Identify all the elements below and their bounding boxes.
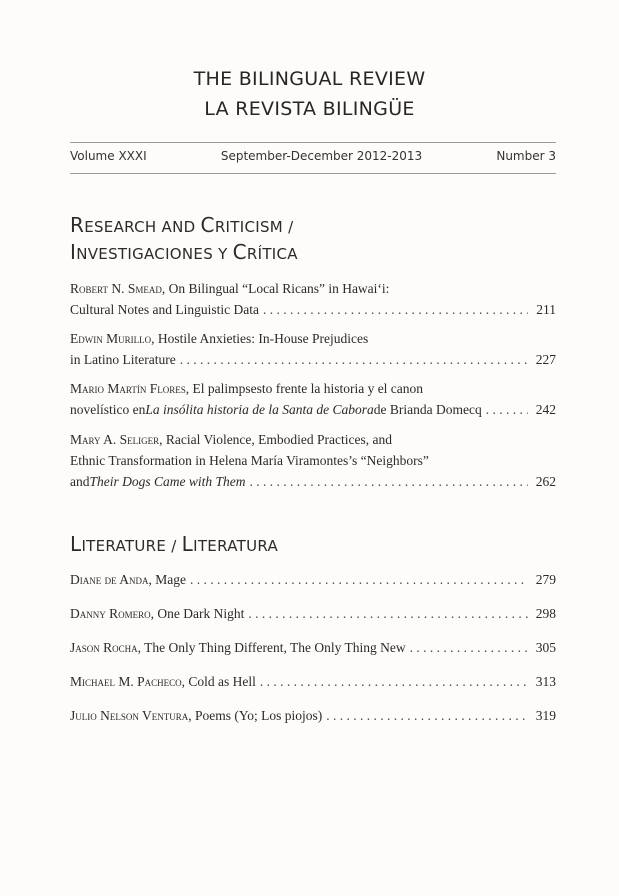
entry-author: Robert N. Smead (70, 281, 162, 296)
entry-title: , The Only Thing Different, The Only Thing New (137, 640, 406, 655)
entry-title-cont: in Latino Literature (70, 352, 176, 367)
toc-entry-seliger[interactable] (70, 429, 556, 492)
toc-entry-murillo[interactable] (70, 328, 556, 370)
section-heading-line-2: INVESTIGACIONES Y CRÍTICA (70, 240, 298, 264)
toc-entry-pacheco[interactable] (70, 671, 556, 692)
entry-page: 298 (535, 606, 556, 621)
entry-author: Edwin Murillo (70, 331, 152, 346)
entry-title-cont: Cultural Notes and Linguistic Data (70, 302, 259, 317)
entry-author: Mary A. Seliger (70, 432, 160, 447)
entry-title-cont: novelístico en (70, 402, 146, 417)
dot-leader (260, 671, 528, 692)
entry-page: 262 (535, 474, 556, 489)
volume-label: Volume XXXI (70, 149, 147, 163)
toc-entry-smead[interactable] (70, 278, 556, 320)
entry-author: Jason Rocha (70, 640, 138, 655)
entry-author: Julio Nelson Ventura (70, 708, 189, 723)
entry-title: , Poems (Yo; Los piojos) (188, 708, 323, 723)
journal-title-english: THE BILINGUAL REVIEW (193, 68, 426, 90)
entry-title: , On Bilingual “Local Ricans” in Hawai‘i: (161, 281, 390, 296)
entry-title-italic: Their Dogs Came with Them (89, 474, 246, 489)
dot-leader (190, 569, 528, 590)
entry-title: , One Dark Night (150, 606, 245, 621)
entry-page: 211 (536, 302, 556, 317)
entry-author: Michael M. Pacheco (70, 674, 182, 689)
dot-leader (486, 399, 528, 420)
entry-title: , Hostile Anxieties: In-House Prejudices (151, 331, 369, 346)
issue-dates: September-December 2012-2013 (220, 149, 423, 163)
entry-title-italic: La insólita historia de la Santa de Cabora (145, 402, 374, 417)
section-heading-research (70, 213, 298, 267)
toc-entry-rocha[interactable] (70, 637, 556, 658)
section-heading-line-1: RESEARCH AND CRITICISM / (70, 213, 294, 237)
entry-title: , Mage (148, 572, 186, 587)
toc-entry-romero[interactable] (70, 603, 556, 624)
entry-page: 305 (535, 640, 556, 655)
entry-page: 279 (535, 572, 556, 587)
dot-leader (250, 471, 528, 492)
entry-title: , El palimpsesto frente la historia y el canon (185, 381, 424, 396)
entry-title: , Cold as Hell (181, 674, 256, 689)
entry-title-pre: and (70, 474, 90, 489)
entry-title-cont: Ethnic Transformation in Helena María Viramontes’s “Neighbors” (70, 453, 429, 468)
dot-leader (180, 349, 528, 370)
toc-entry-martin-flores[interactable] (70, 378, 556, 420)
journal-title-spanish: LA REVISTA BILINGÜE (204, 98, 415, 120)
section-heading-line-1: LITERATURE / LITERATURA (70, 532, 279, 556)
dot-leader (410, 637, 528, 658)
section-heading-literature (70, 532, 278, 559)
toc-entry-ventura[interactable] (70, 705, 556, 726)
toc-entry-de-anda[interactable] (70, 569, 556, 590)
dot-leader (248, 603, 528, 624)
top-rule (70, 142, 556, 143)
entry-title-post: de Brianda Domecq (373, 402, 482, 417)
entry-author: Danny Romero (70, 606, 151, 621)
entry-page: 319 (535, 708, 556, 723)
entry-title: , Racial Violence, Embodied Practices, and (159, 432, 393, 447)
dot-leader (263, 299, 528, 320)
issue-info-row (70, 149, 556, 163)
journal-title (0, 64, 619, 124)
entry-page: 227 (535, 352, 556, 367)
entry-page: 313 (535, 674, 556, 689)
entry-page: 242 (535, 402, 556, 417)
entry-author: Diane de Anda (70, 572, 149, 587)
entry-author: Mario Martín Flores (70, 381, 186, 396)
dot-leader (326, 705, 528, 726)
bottom-rule (70, 173, 556, 174)
issue-number: Number 3 (496, 149, 556, 163)
